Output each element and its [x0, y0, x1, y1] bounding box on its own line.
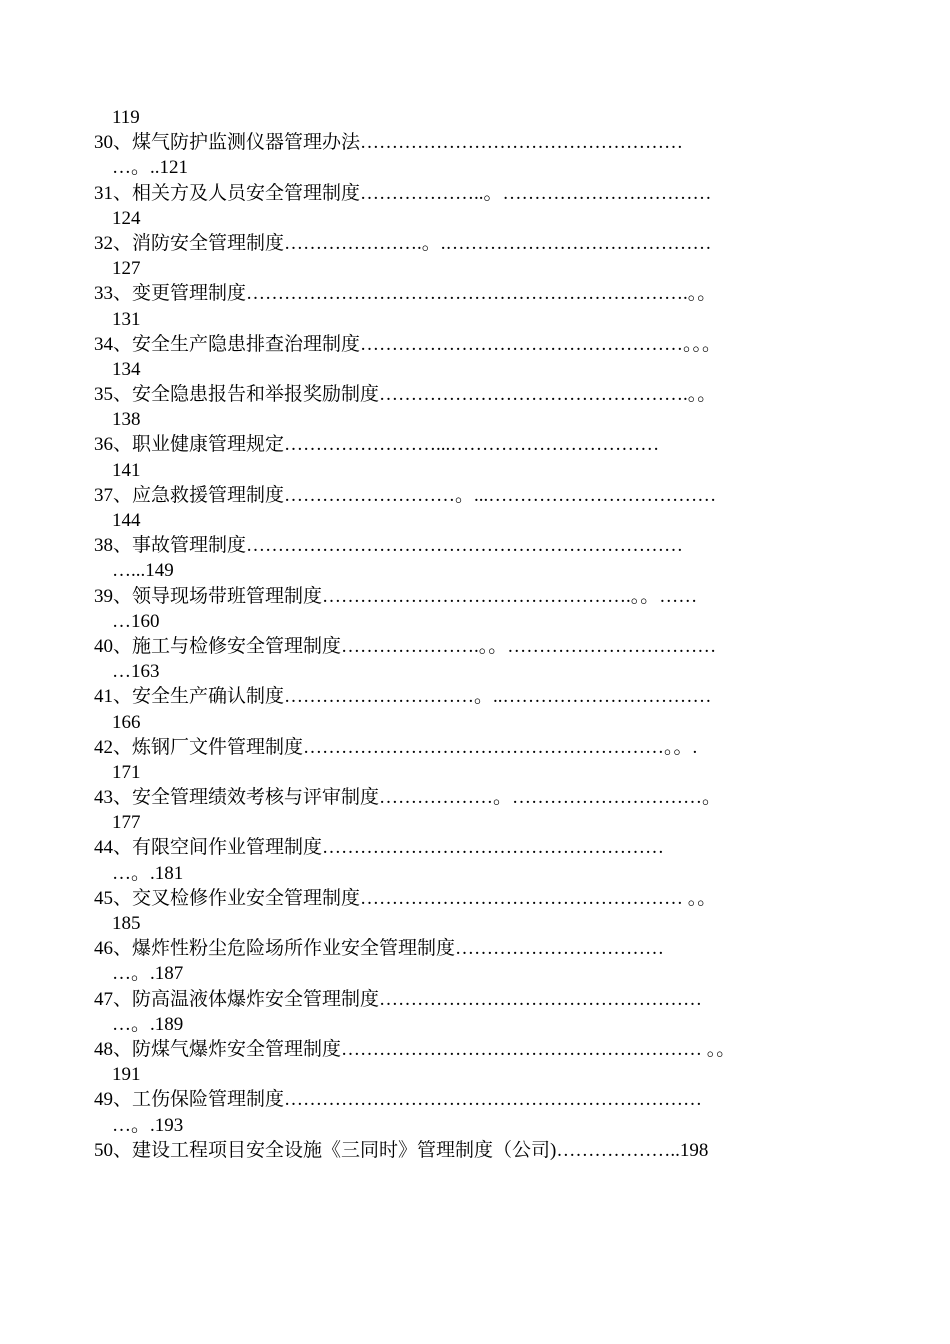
toc-entry-title: 49、工伤保险管理制度…………………………………………………………: [94, 1089, 703, 1111]
toc-entry: [0, 735, 950, 785]
toc-entry: [0, 533, 950, 583]
toc-entry: [0, 584, 950, 634]
toc-entry-title: 47、防高温液体爆炸安全管理制度……………………………………………: [94, 988, 703, 1010]
toc-entry-page-number: 134: [112, 358, 141, 380]
toc-entry: [0, 785, 950, 835]
toc-entry-page-number: 131: [112, 308, 141, 330]
toc-entry: [0, 1087, 950, 1137]
toc-entry-page-number: 124: [112, 207, 141, 229]
toc-entry: [0, 181, 950, 231]
toc-entry-page-number: …160: [112, 610, 160, 632]
toc-entries: [0, 130, 950, 1138]
toc-entry: [0, 684, 950, 734]
toc-entry-page-number: 141: [112, 459, 141, 481]
toc-entry-title: 32、消防安全管理制度………………….。.……………………………………: [94, 232, 712, 254]
toc-entry-title: 48、防煤气爆炸安全管理制度………………………………………………… 。。: [94, 1038, 736, 1060]
table-of-contents: [0, 105, 950, 1163]
toc-lead-page-number: 119: [112, 107, 140, 128]
toc-entry-title: 40、施工与检修安全管理制度………………….。。……………………………: [94, 635, 717, 657]
toc-entry-page-number: 144: [112, 510, 141, 531]
toc-entry-page-number: 166: [112, 711, 141, 733]
toc-entry-title: 44、有限空间作业管理制度………………………………………………: [94, 837, 665, 859]
toc-entry-title: 42、炼钢厂文件管理制度…………………………………………………。。.: [94, 736, 698, 758]
toc-entry-page-number: 177: [112, 812, 141, 834]
toc-entry-title: 30、煤气防护监测仪器管理办法……………………………………………: [94, 132, 684, 154]
toc-entry-title: 37、应急救援管理制度………………………。...………………………………: [94, 484, 717, 506]
toc-entry: [0, 281, 950, 331]
toc-entry-page-number: 191: [112, 1064, 141, 1086]
toc-entry-title: 46、爆炸性粉尘危险场所作业安全管理制度……………………………: [94, 938, 665, 960]
toc-entry: [0, 886, 950, 936]
toc-entry: [0, 634, 950, 684]
toc-entry-page-number: 138: [112, 409, 141, 431]
toc-entry: [0, 835, 950, 885]
toc-entry-title: 38、事故管理制度……………………………………………………………: [94, 535, 684, 557]
toc-entry-page-number: 171: [112, 761, 141, 783]
toc-entry-page-number: 185: [112, 913, 141, 934]
toc-entry: [0, 483, 950, 533]
toc-entry: [0, 432, 950, 482]
toc-entry-title: 34、安全生产隐患排查治理制度……………………………………………。。。: [94, 333, 722, 355]
toc-entry: [0, 130, 950, 180]
toc-entry-title: 31、相关方及人员安全管理制度………………..。……………………………: [94, 182, 712, 204]
toc-entry-page-number: …。.187: [112, 963, 184, 985]
toc-entry-page-number: …163: [112, 661, 160, 683]
toc-entry-page-number: …。.189: [112, 1013, 184, 1035]
toc-entry-title: 33、变更管理制度…………………………………………………………….。。: [94, 283, 717, 305]
toc-entry-page-number: …。.181: [112, 862, 184, 884]
toc-entry-title: 39、领导现场带班管理制度………………………………………….。。……: [94, 585, 698, 607]
toc-entry: [0, 382, 950, 432]
toc-entry-title: 41、安全生产确认制度…………………………。..……………………………: [94, 686, 712, 708]
toc-entry-page-number: …。.193: [112, 1114, 184, 1136]
toc-entry: [0, 231, 950, 281]
toc-entry-page-number: …。..121: [112, 157, 189, 179]
toc-entry-title: 36、职业健康管理规定……………………...……………………………: [94, 434, 660, 456]
toc-entry: [0, 936, 950, 986]
toc-entry-title: 45、交叉检修作业安全管理制度…………………………………………… 。。: [94, 887, 717, 909]
toc-entry-last: 50、建设工程项目安全设施《三同时》管理制度（公司)………………..198: [94, 1139, 709, 1161]
toc-entry: [0, 332, 950, 382]
toc-entry: [0, 987, 950, 1037]
toc-entry-page-number: 127: [112, 258, 141, 280]
toc-entry: [0, 1037, 950, 1087]
toc-entry-title: 35、安全隐患报告和举报奖励制度………………………………………….。。: [94, 384, 717, 406]
toc-entry-title: 43、安全管理绩效考核与评审制度………………。…………………………。: [94, 787, 722, 809]
toc-entry-page-number: …...149: [112, 560, 174, 582]
